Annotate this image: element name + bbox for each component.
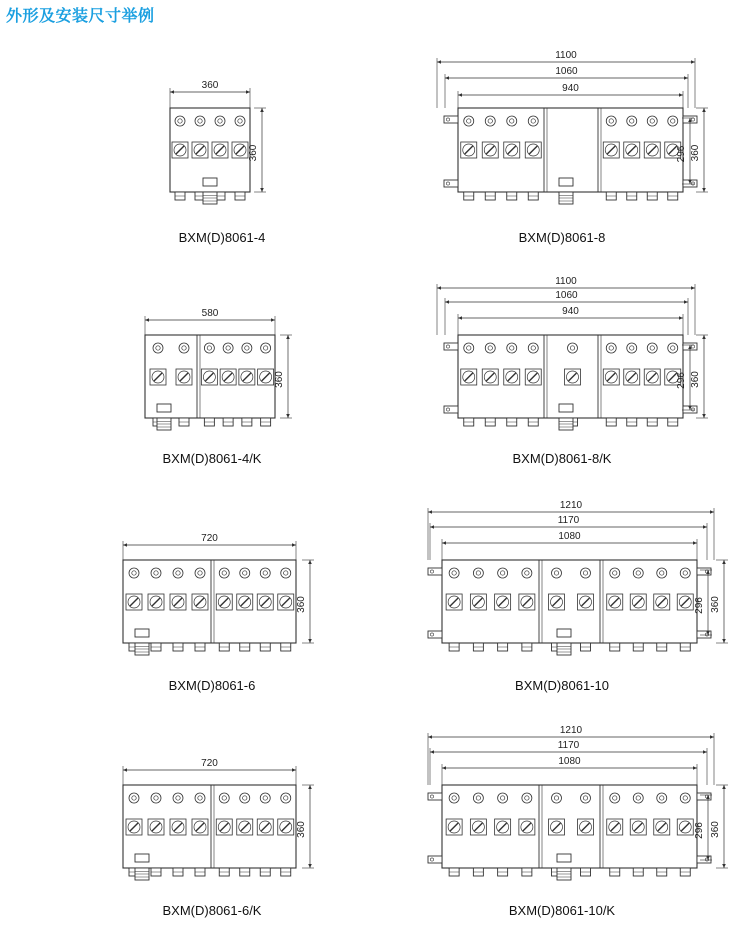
indicator-lamp-icon (464, 343, 474, 353)
width-dimension-label: 1210 (559, 500, 583, 511)
cable-gland-icon (657, 868, 667, 876)
indicator-lamp-icon (129, 793, 139, 803)
cable-gland-icon (498, 868, 508, 876)
height-dimension-label: 360 (690, 144, 701, 162)
cable-gland-icon (557, 643, 571, 655)
indicator-lamp-icon (473, 793, 483, 803)
cable-gland-icon (204, 418, 214, 426)
cable-gland-icon (281, 868, 291, 876)
indicator-lamp-icon (473, 568, 483, 578)
indicator-lamp-icon (195, 116, 205, 126)
cable-gland-icon (260, 643, 270, 651)
indicator-lamp-icon (668, 116, 678, 126)
height-dimension-label: 296 (676, 145, 687, 163)
nameplate (135, 854, 149, 862)
indicator-lamp-icon (175, 116, 185, 126)
width-dimension-label: 1080 (558, 531, 581, 542)
cable-gland-icon (668, 418, 678, 426)
indicator-lamp-icon (610, 568, 620, 578)
cable-gland-icon (485, 192, 495, 200)
cable-gland-icon (449, 868, 459, 876)
cable-gland-icon (606, 418, 616, 426)
indicator-lamp-icon (657, 793, 667, 803)
indicator-lamp-icon (151, 793, 161, 803)
cable-gland-icon (175, 192, 185, 200)
height-dimension-label: 360 (710, 821, 721, 838)
cable-gland-icon (507, 418, 517, 426)
indicator-lamp-icon (449, 568, 459, 578)
width-dimension-label: 360 (201, 80, 219, 91)
indicator-lamp-icon (235, 116, 245, 126)
nameplate (557, 629, 571, 637)
cable-gland-icon (203, 192, 217, 204)
cable-gland-icon (179, 418, 189, 426)
enclosure-figure (428, 725, 728, 918)
cable-gland-icon (522, 868, 532, 876)
indicator-lamp-icon (680, 793, 690, 803)
indicator-lamp-icon (485, 116, 495, 126)
width-dimension-label: 720 (201, 533, 218, 544)
indicator-lamp-icon (173, 793, 183, 803)
indicator-lamp-icon (647, 116, 657, 126)
indicator-lamp-icon (260, 568, 270, 578)
cable-gland-icon (281, 643, 291, 651)
width-dimension-label: 1100 (555, 276, 577, 287)
cable-gland-icon (195, 643, 205, 651)
cable-gland-icon (680, 868, 690, 876)
height-dimension-label: 360 (296, 821, 307, 838)
cable-gland-icon (473, 643, 483, 651)
width-dimension-label: 1170 (557, 740, 580, 751)
cable-gland-icon (668, 192, 678, 200)
mounting-bracket (428, 568, 442, 575)
indicator-lamp-icon (129, 568, 139, 578)
page-title: 外形及安装尺寸举例 (6, 6, 155, 25)
indicator-lamp-icon (507, 116, 517, 126)
indicator-lamp-icon (552, 793, 562, 803)
indicator-lamp-icon (485, 343, 495, 353)
indicator-lamp-icon (153, 343, 163, 353)
indicator-lamp-icon (647, 343, 657, 353)
cable-gland-icon (633, 868, 643, 876)
indicator-lamp-icon (173, 568, 183, 578)
cable-gland-icon (173, 643, 183, 651)
indicator-lamp-icon (581, 793, 591, 803)
enclosure-figure (123, 533, 314, 693)
indicator-lamp-icon (151, 568, 161, 578)
cable-gland-icon (151, 643, 161, 651)
cable-gland-icon (606, 192, 616, 200)
cable-gland-icon (464, 418, 474, 426)
indicator-lamp-icon (498, 568, 508, 578)
indicator-lamp-icon (261, 343, 271, 353)
enclosure-figure (170, 80, 266, 245)
mounting-bracket (444, 116, 458, 123)
nameplate (157, 404, 171, 412)
cable-gland-icon (135, 643, 149, 655)
height-dimension-label: 296 (694, 597, 705, 614)
cable-gland-icon (647, 192, 657, 200)
indicator-lamp-icon (522, 568, 532, 578)
width-dimension-label: 940 (562, 83, 579, 94)
width-dimension-label: 940 (562, 306, 579, 317)
figure-caption: BXM(D)8061-10/K (508, 903, 616, 918)
cable-gland-icon (627, 418, 637, 426)
cable-gland-icon (610, 643, 620, 651)
cable-gland-icon (219, 643, 229, 651)
figure-caption: BXM(D)8061-8 (518, 230, 606, 245)
cable-gland-icon (195, 868, 205, 876)
height-dimension-label: 360 (690, 371, 701, 388)
height-dimension-label: 296 (676, 372, 687, 389)
indicator-lamp-icon (281, 793, 291, 803)
indicator-lamp-icon (219, 568, 229, 578)
indicator-lamp-icon (195, 793, 205, 803)
mounting-bracket (428, 856, 442, 863)
cable-gland-icon (498, 643, 508, 651)
indicator-lamp-icon (498, 793, 508, 803)
figure-caption: BXM(D)8061-6 (168, 678, 256, 693)
mounting-bracket (428, 793, 442, 800)
indicator-lamp-icon (260, 793, 270, 803)
indicator-lamp-icon (581, 568, 591, 578)
enclosure-figure (145, 308, 292, 466)
height-dimension-label: 296 (694, 822, 705, 839)
nameplate (203, 178, 217, 186)
indicator-lamp-icon (507, 343, 517, 353)
indicator-lamp-icon (195, 568, 205, 578)
mounting-bracket (428, 631, 442, 638)
figure-caption: BXM(D)8061-4/K (162, 451, 262, 466)
indicator-lamp-icon (223, 343, 233, 353)
cable-gland-icon (627, 192, 637, 200)
indicator-lamp-icon (219, 793, 229, 803)
width-dimension-label: 1100 (555, 50, 577, 61)
cable-gland-icon (610, 868, 620, 876)
width-dimension-label: 580 (201, 308, 219, 319)
cable-gland-icon (173, 868, 183, 876)
cable-gland-icon (151, 868, 161, 876)
cable-gland-icon (559, 192, 573, 204)
cable-gland-icon (240, 643, 250, 651)
cable-gland-icon (647, 418, 657, 426)
cable-gland-icon (633, 643, 643, 651)
width-dimension-label: 1170 (557, 515, 580, 526)
nameplate (557, 854, 571, 862)
indicator-lamp-icon (657, 568, 667, 578)
height-dimension-label: 360 (710, 596, 721, 613)
mounting-bracket (444, 406, 458, 413)
indicator-lamp-icon (528, 343, 538, 353)
width-dimension-label: 1210 (559, 725, 583, 736)
mounting-bracket (444, 180, 458, 187)
indicator-lamp-icon (464, 116, 474, 126)
cable-gland-icon (528, 418, 538, 426)
indicator-lamp-icon (242, 343, 252, 353)
cable-gland-icon (680, 643, 690, 651)
cable-gland-icon (219, 868, 229, 876)
width-dimension-label: 1060 (555, 66, 578, 77)
cable-gland-icon (657, 643, 667, 651)
indicator-lamp-icon (240, 568, 250, 578)
cable-gland-icon (581, 643, 591, 651)
cable-gland-icon (135, 868, 149, 880)
width-dimension-label: 1060 (555, 290, 578, 301)
height-dimension-label: 360 (296, 596, 307, 613)
indicator-lamp-icon (668, 343, 678, 353)
cable-gland-icon (240, 868, 250, 876)
indicator-lamp-icon (240, 793, 250, 803)
width-dimension-label: 720 (201, 758, 218, 769)
cable-gland-icon (559, 418, 573, 430)
indicator-lamp-icon (627, 116, 637, 126)
cable-gland-icon (557, 868, 571, 880)
cable-gland-icon (485, 418, 495, 426)
nameplate (559, 178, 573, 186)
indicator-lamp-icon (610, 793, 620, 803)
cable-gland-icon (581, 868, 591, 876)
enclosure-figure (437, 50, 708, 245)
indicator-lamp-icon (204, 343, 214, 353)
indicator-lamp-icon (606, 343, 616, 353)
figure-caption: BXM(D)8061-8/K (512, 451, 612, 466)
cable-gland-icon (260, 868, 270, 876)
indicator-lamp-icon (552, 568, 562, 578)
cable-gland-icon (473, 868, 483, 876)
indicator-lamp-icon (627, 343, 637, 353)
cable-gland-icon (242, 418, 252, 426)
indicator-lamp-icon (606, 116, 616, 126)
mounting-bracket (444, 343, 458, 350)
figure-caption: BXM(D)8061-4 (178, 230, 266, 245)
cable-gland-icon (261, 418, 271, 426)
indicator-lamp-icon (568, 343, 578, 353)
figure-caption: BXM(D)8061-10 (515, 678, 609, 693)
cable-gland-icon (507, 192, 517, 200)
indicator-lamp-icon (680, 568, 690, 578)
cable-gland-icon (449, 643, 459, 651)
cable-gland-icon (528, 192, 538, 200)
indicator-lamp-icon (179, 343, 189, 353)
indicator-lamp-icon (522, 793, 532, 803)
nameplate (559, 404, 573, 412)
height-dimension-label: 360 (248, 144, 259, 162)
enclosure-figure (123, 758, 314, 918)
indicator-lamp-icon (281, 568, 291, 578)
cable-gland-icon (157, 418, 171, 430)
figure-caption: BXM(D)8061-6/K (162, 903, 262, 918)
nameplate (135, 629, 149, 637)
cable-gland-icon (235, 192, 245, 200)
indicator-lamp-icon (449, 793, 459, 803)
enclosure-figure (437, 276, 708, 466)
width-dimension-label: 1080 (558, 756, 581, 767)
cable-gland-icon (464, 192, 474, 200)
indicator-lamp-icon (528, 116, 538, 126)
enclosure-figure (428, 500, 728, 693)
cable-gland-icon (522, 643, 532, 651)
indicator-lamp-icon (215, 116, 225, 126)
cable-gland-icon (223, 418, 233, 426)
indicator-lamp-icon (633, 568, 643, 578)
height-dimension-label: 360 (274, 371, 285, 388)
indicator-lamp-icon (633, 793, 643, 803)
